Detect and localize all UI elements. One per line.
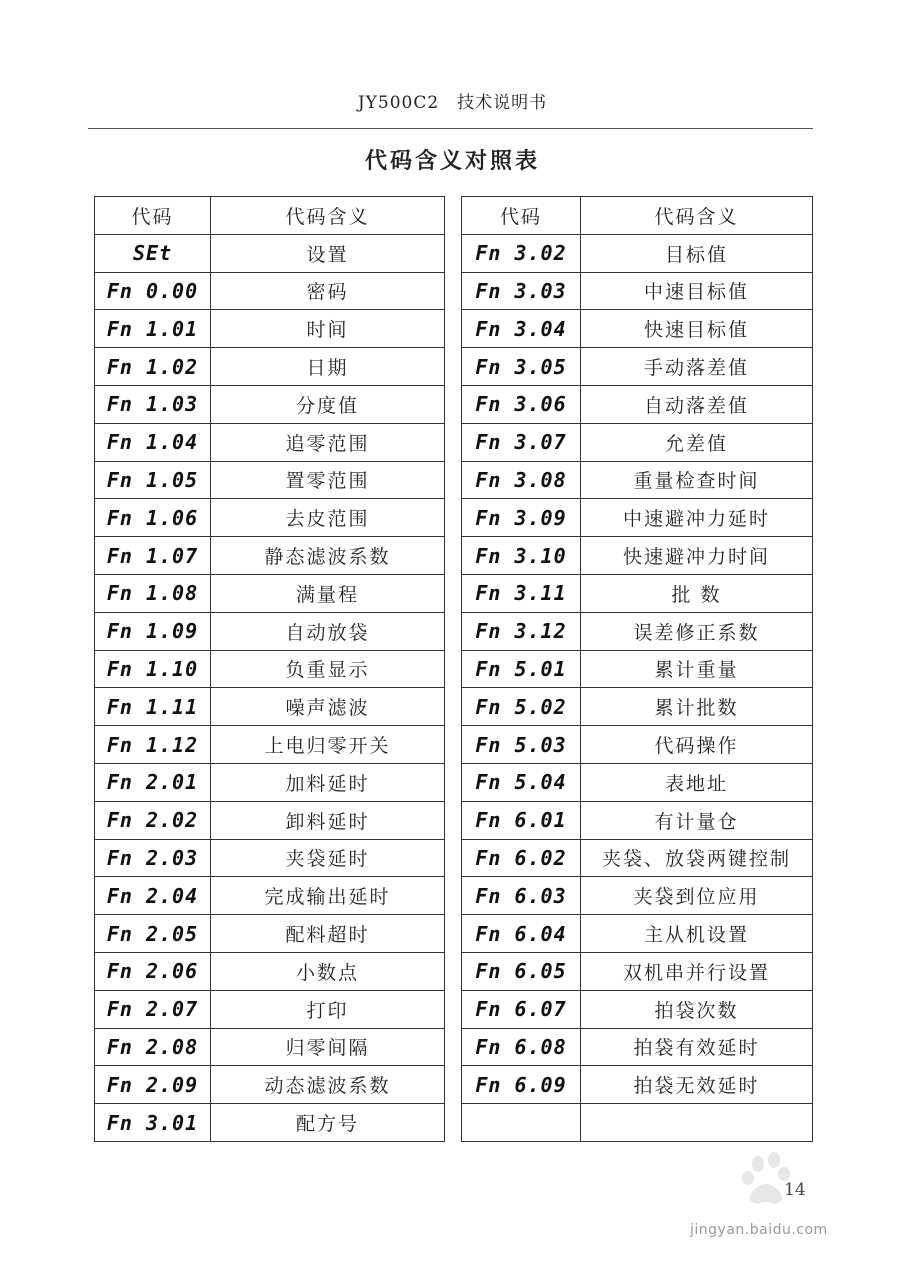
code-cell: Fn 1.03: [95, 385, 211, 423]
table-row: [95, 915, 445, 953]
code-cell: Fn 1.06: [95, 499, 211, 537]
code-cell: Fn 6.09: [462, 1066, 581, 1104]
table-row: [462, 385, 813, 423]
table-row: [462, 612, 813, 650]
code-cell: Fn 1.11: [95, 688, 211, 726]
meaning-cell: 拍袋无效延时: [581, 1066, 813, 1104]
table-header-row: [462, 197, 813, 235]
meaning-cell: 噪声滤波: [211, 688, 445, 726]
meaning-cell: 允差值: [581, 423, 813, 461]
meaning-cell: 双机串并行设置: [581, 952, 813, 990]
meaning-cell: 分度值: [211, 385, 445, 423]
table-row: [462, 990, 813, 1028]
table-row: [95, 574, 445, 612]
code-cell: Fn 2.08: [95, 1028, 211, 1066]
column-header-meaning: 代码含义: [581, 197, 813, 235]
meaning-cell: 小数点: [211, 952, 445, 990]
table-row: [462, 763, 813, 801]
code-cell: Fn 3.08: [462, 461, 581, 499]
table-row: [462, 915, 813, 953]
meaning-cell: [581, 1104, 813, 1142]
table-row: [95, 1104, 445, 1142]
meaning-cell: 中速避冲力延时: [581, 499, 813, 537]
code-cell: Fn 3.06: [462, 385, 581, 423]
code-cell: Fn 1.07: [95, 537, 211, 575]
meaning-cell: 快速避冲力时间: [581, 537, 813, 575]
meaning-cell: 夹袋到位应用: [581, 877, 813, 915]
meaning-cell: 追零范围: [211, 423, 445, 461]
meaning-cell: 自动落差值: [581, 385, 813, 423]
code-table-left: [94, 196, 445, 1142]
meaning-cell: 置零范围: [211, 461, 445, 499]
meaning-cell: 夹袋延时: [211, 839, 445, 877]
table-row: [462, 272, 813, 310]
table-row: [95, 688, 445, 726]
meaning-cell: 自动放袋: [211, 612, 445, 650]
code-table-right: [461, 196, 813, 1142]
meaning-cell: 重量检查时间: [581, 461, 813, 499]
meaning-cell: 动态滤波系数: [211, 1066, 445, 1104]
meaning-cell: 上电归零开关: [211, 726, 445, 764]
meaning-cell: 密码: [211, 272, 445, 310]
table-row: [95, 612, 445, 650]
meaning-cell: 累计重量: [581, 650, 813, 688]
meaning-cell: 加料延时: [211, 763, 445, 801]
code-cell: Fn 6.04: [462, 915, 581, 953]
table-row: [462, 348, 813, 386]
code-cell: Fn 6.01: [462, 801, 581, 839]
table-row: [462, 574, 813, 612]
meaning-cell: 误差修正系数: [581, 612, 813, 650]
code-cell: Fn 2.04: [95, 877, 211, 915]
code-cell: Fn 2.09: [95, 1066, 211, 1104]
code-cell: Fn 2.01: [95, 763, 211, 801]
meaning-cell: 配料超时: [211, 915, 445, 953]
code-cell: Fn 1.12: [95, 726, 211, 764]
table-row: [462, 310, 813, 348]
table-row: [462, 423, 813, 461]
table-row: [95, 537, 445, 575]
table-row: [95, 952, 445, 990]
code-cell: Fn 1.04: [95, 423, 211, 461]
meaning-cell: 静态滤波系数: [211, 537, 445, 575]
table-row: [95, 1028, 445, 1066]
table-header-row: [95, 197, 445, 235]
page-title: 代码含义对照表: [364, 148, 540, 174]
code-cell: Fn 5.01: [462, 650, 581, 688]
code-cell: Fn 3.12: [462, 612, 581, 650]
table-row: [95, 385, 445, 423]
code-cell: Fn 3.03: [462, 272, 581, 310]
table-row: [95, 310, 445, 348]
meaning-cell: 夹袋、放袋两键控制: [581, 839, 813, 877]
table-row: [462, 1066, 813, 1104]
meaning-cell: 拍袋次数: [581, 990, 813, 1028]
code-cell: Fn 1.02: [95, 348, 211, 386]
table-row: [95, 272, 445, 310]
table-row: [462, 726, 813, 764]
meaning-cell: 归零间隔: [211, 1028, 445, 1066]
code-cell: SEt: [95, 234, 211, 272]
table-row: [95, 726, 445, 764]
table-row: [95, 499, 445, 537]
code-cell: Fn 6.03: [462, 877, 581, 915]
meaning-cell: 快速目标值: [581, 310, 813, 348]
table-row: [462, 688, 813, 726]
code-cell: Fn 6.02: [462, 839, 581, 877]
meaning-cell: 负重显示: [211, 650, 445, 688]
table-row: [95, 650, 445, 688]
code-cell: Fn 5.03: [462, 726, 581, 764]
column-header-code: 代码: [462, 197, 581, 235]
code-cell: Fn 5.02: [462, 688, 581, 726]
code-cell: Fn 3.11: [462, 574, 581, 612]
table-row: [462, 952, 813, 990]
meaning-cell: 配方号: [211, 1104, 445, 1142]
code-cell: Fn 2.05: [95, 915, 211, 953]
meaning-cell: 满量程: [211, 574, 445, 612]
code-cell: Fn 0.00: [95, 272, 211, 310]
table-row: [95, 990, 445, 1028]
code-cell: Fn 6.08: [462, 1028, 581, 1066]
meaning-cell: 手动落差值: [581, 348, 813, 386]
meaning-cell: 表地址: [581, 763, 813, 801]
code-cell: Fn 3.10: [462, 537, 581, 575]
code-cell: Fn 2.02: [95, 801, 211, 839]
meaning-cell: 卸料延时: [211, 801, 445, 839]
table-row: [462, 461, 813, 499]
table-row: [95, 801, 445, 839]
code-cell: Fn 1.08: [95, 574, 211, 612]
column-header-code: 代码: [95, 197, 211, 235]
code-cell: Fn 3.09: [462, 499, 581, 537]
table-row: [95, 877, 445, 915]
table-row: [95, 461, 445, 499]
page-number: 14: [784, 1180, 806, 1200]
table-row: [95, 839, 445, 877]
meaning-cell: 日期: [211, 348, 445, 386]
header-rule: [88, 128, 813, 129]
meaning-cell: 代码操作: [581, 726, 813, 764]
code-cell: Fn 3.02: [462, 234, 581, 272]
meaning-cell: 去皮范围: [211, 499, 445, 537]
column-header-meaning: 代码含义: [211, 197, 445, 235]
table-row: [462, 650, 813, 688]
code-cell: Fn 1.10: [95, 650, 211, 688]
code-cell: Fn 1.01: [95, 310, 211, 348]
code-cell: Fn 1.09: [95, 612, 211, 650]
code-cell: Fn 3.07: [462, 423, 581, 461]
table-row: [95, 1066, 445, 1104]
table-row: [462, 839, 813, 877]
table-row: [95, 423, 445, 461]
document-header: JY500C2 技术说明书: [357, 93, 548, 113]
code-cell: Fn 3.05: [462, 348, 581, 386]
meaning-cell: 累计批数: [581, 688, 813, 726]
code-cell: Fn 3.01: [95, 1104, 211, 1142]
table-row: [95, 763, 445, 801]
table-row: [462, 877, 813, 915]
table-row: [462, 537, 813, 575]
code-cell: Fn 6.05: [462, 952, 581, 990]
table-row: [95, 234, 445, 272]
code-cell: Fn 3.04: [462, 310, 581, 348]
table-row: [95, 348, 445, 386]
meaning-cell: 完成输出延时: [211, 877, 445, 915]
meaning-cell: 中速目标值: [581, 272, 813, 310]
meaning-cell: 设置: [211, 234, 445, 272]
table-row: [462, 801, 813, 839]
meaning-cell: 拍袋有效延时: [581, 1028, 813, 1066]
table-row: [462, 1104, 813, 1142]
code-cell: Fn 6.07: [462, 990, 581, 1028]
meaning-cell: 有计量仓: [581, 801, 813, 839]
meaning-cell: 主从机设置: [581, 915, 813, 953]
meaning-cell: 目标值: [581, 234, 813, 272]
code-cell: Fn 2.07: [95, 990, 211, 1028]
meaning-cell: 时间: [211, 310, 445, 348]
code-cell: Fn 2.06: [95, 952, 211, 990]
code-cell: Fn 1.05: [95, 461, 211, 499]
table-row: [462, 1028, 813, 1066]
meaning-cell: 批 数: [581, 574, 813, 612]
code-cell: Fn 2.03: [95, 839, 211, 877]
watermark-url: jingyan.baidu.com: [690, 1222, 828, 1238]
code-cell: Fn 5.04: [462, 763, 581, 801]
code-cell: [462, 1104, 581, 1142]
table-row: [462, 499, 813, 537]
table-row: [462, 234, 813, 272]
meaning-cell: 打印: [211, 990, 445, 1028]
